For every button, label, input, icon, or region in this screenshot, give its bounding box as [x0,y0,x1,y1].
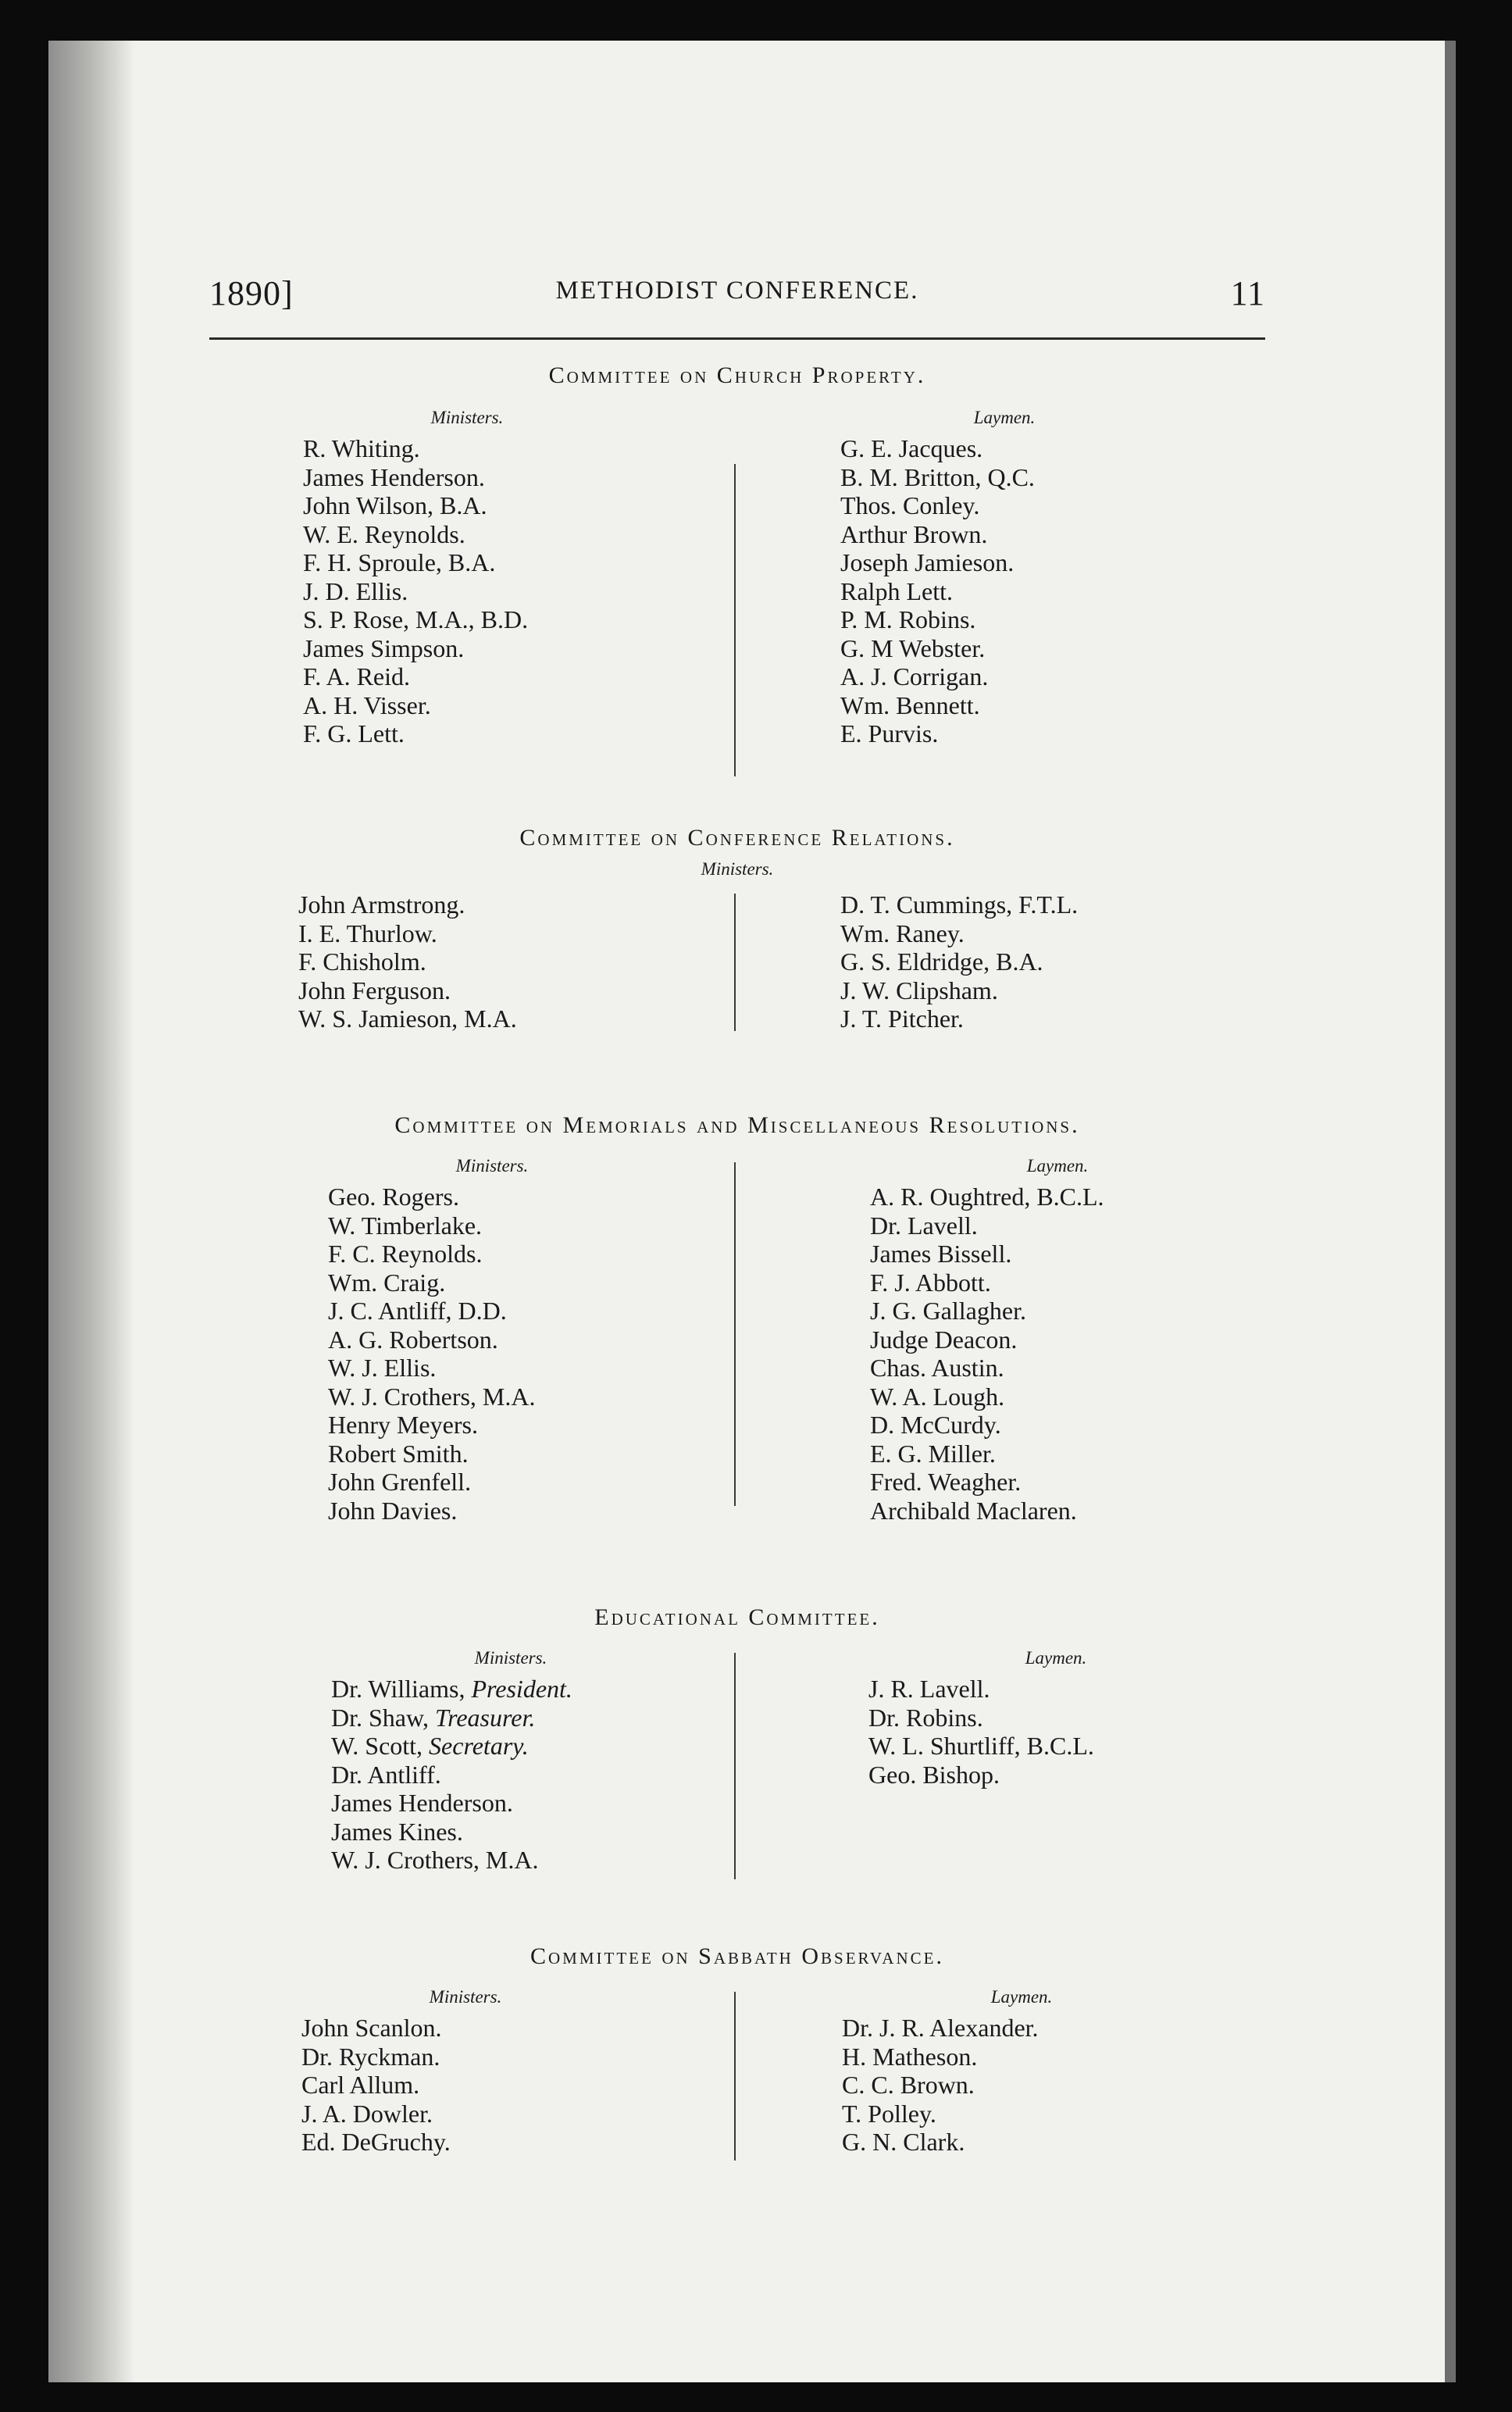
section-memorials [209,1112,1265,1525]
list-item: P. M. Robins. [840,605,976,633]
ministers-right-column [840,890,1200,1033]
page-right-edge [1445,41,1456,2382]
list-item: G. N. Clark. [842,2128,965,2156]
column-divider [734,894,736,1031]
ministers-column [331,1648,690,1875]
list-item: John Grenfell. [328,1468,472,1496]
laymen-list [840,434,1168,748]
list-item: James Simpson. [303,633,465,662]
member-role: Treasurer. [435,1703,536,1732]
list-item: W. J. Ellis. [328,1354,437,1382]
column-divider [734,464,736,776]
member-name: Dr. Williams, [331,1675,465,1703]
list-item: J. C. Antliff, D.D. [328,1297,507,1325]
list-item [331,1732,690,1761]
list-item: F. Chisholm. [298,947,426,976]
list-item: D. T. Cummings, F.T.L. [840,890,1079,919]
list-item: E. G. Miller. [870,1439,996,1468]
list-item: T. Polley. [842,2099,936,2128]
section-sabbath-observance [209,1943,1265,2156]
laymen-column [868,1648,1243,1789]
list-item: G. M Webster. [840,633,986,662]
section-title: Committee on Memorials and Miscellaneous Resolutions. [394,1112,1080,1138]
list-item: Carl Allum. [301,2071,420,2099]
list-item: G. S. Eldridge, B.A. [840,947,1043,976]
list-item [331,1789,690,1818]
list-item: Robert Smith. [328,1439,469,1468]
list-item [331,1846,690,1875]
list-item: Dr. J. R. Alexander. [842,2014,1039,2042]
list-item: A. H. Visser. [303,690,431,719]
member-name: James Henderson. [331,1789,513,1817]
ministers-column [303,408,631,748]
list-item [331,1818,690,1846]
list-item: Archibald Maclaren. [870,1496,1077,1525]
laymen-list [868,1675,1243,1789]
member-role: Secretary. [429,1732,529,1760]
laymen-list [870,1183,1245,1525]
list-item: J. R. Lavell. [868,1675,990,1703]
ministers-label: Ministers. [701,859,774,879]
list-item: W. E. Reynolds. [303,519,465,548]
member-name: W. J. Crothers, M.A. [331,1846,539,1874]
section-title: Committee on Sabbath Observance. [530,1943,944,1969]
list-item: Arthur Brown. [840,519,988,548]
list-item: Dr. Ryckman. [301,2042,440,2071]
list-item [331,1675,690,1704]
list-item: F. C. Reynolds. [328,1240,483,1268]
page-binding-shadow [48,41,134,2382]
list-item: F. H. Sproule, B.A. [303,548,496,576]
list-item: B. M. Britton, Q.C. [840,462,1035,491]
list-item: A. G. Robertson. [328,1325,498,1354]
list-item: John Armstrong. [298,890,465,919]
list-item: A. J. Corrigan. [840,662,989,690]
laymen-column [870,1156,1245,1525]
ministers-left-column [298,890,626,1033]
section-church-property [209,362,1265,748]
member-name: Dr. Shaw, [331,1703,430,1732]
laymen-label: Laymen. [990,1987,1053,2007]
list-item: J. W. Clipsham. [840,976,998,1004]
list-item: J. G. Gallagher. [870,1297,1026,1325]
list-item: Judge Deacon. [870,1325,1018,1354]
member-role: President. [471,1675,572,1703]
ministers-column [328,1156,656,1525]
page-number: 11 [1230,274,1265,312]
laymen-label: Laymen. [973,408,1036,427]
list-item: John Ferguson. [298,976,451,1004]
section-educational [209,1604,1265,1874]
list-item: James Bissell. [870,1240,1012,1268]
list-item: J. A. Dowler. [301,2099,433,2128]
list-item: J. T. Pitcher. [840,1004,964,1033]
running-head [209,273,1265,320]
column-divider [734,1653,736,1879]
list-item: Geo. Bishop. [868,1760,1000,1789]
list-item: Dr. Robins. [868,1703,983,1732]
column-divider [734,1162,736,1506]
list-item: S. P. Rose, M.A., B.D. [303,605,529,633]
header-year: 1890] [209,274,294,312]
laymen-column [842,1987,1201,2157]
ministers-list [303,434,631,748]
header-rule [209,337,1265,340]
list-item: John Davies. [328,1496,458,1525]
ministers-list [331,1675,690,1875]
list-item: Ed. DeGruchy. [301,2128,451,2156]
laymen-label: Laymen. [1026,1156,1089,1176]
section-title: Committee on Conference Relations. [519,825,955,851]
list-item: John Wilson, B.A. [303,491,487,519]
list-item: Thos. Conley. [840,491,980,519]
list-item: W. L. Shurtliff, B.C.L. [868,1732,1094,1760]
ministers-label: Ministers. [474,1648,547,1668]
list-item: H. Matheson. [842,2042,978,2071]
laymen-label: Laymen. [1025,1648,1087,1668]
list-item: J. D. Ellis. [303,576,408,605]
list-item: C. C. Brown. [842,2071,975,2099]
list-item [331,1704,690,1732]
list-item: Henry Meyers. [328,1411,478,1439]
list-item: Wm. Craig. [328,1268,446,1297]
list-item: Chas. Austin. [870,1354,1004,1382]
ministers-list [328,1183,656,1525]
member-name: W. Scott, [331,1732,423,1760]
list-item: I. E. Thurlow. [298,919,437,947]
list-item: James Henderson. [303,462,485,491]
header-title: METHODIST CONFERENCE. [555,277,919,305]
list-item: A. R. Oughtred, B.C.L. [870,1183,1104,1211]
list-item: E. Purvis. [840,719,939,748]
list-item: Ralph Lett. [840,576,953,605]
ministers-list [301,2014,629,2157]
list-item: D. McCurdy. [870,1411,1001,1439]
section-title: Committee on Church Property. [548,362,926,388]
ministers-list [298,890,626,1033]
list-item: Wm. Raney. [840,919,965,947]
member-name: Dr. Antliff. [331,1760,441,1789]
list-item: F. A. Reid. [303,662,411,690]
list-item: John Scanlon. [301,2014,442,2042]
list-item: W. A. Lough. [870,1382,1005,1411]
laymen-column [840,408,1168,748]
section-conference-relations [209,825,1265,1033]
list-item: Dr. Lavell. [870,1211,978,1240]
list-item: Joseph Jamieson. [840,548,1015,576]
list-item: R. Whiting. [303,434,420,462]
list-item: F. G. Lett. [303,719,405,748]
list-item: W. J. Crothers, M.A. [328,1382,536,1411]
ministers-label: Ministers. [455,1156,529,1176]
member-name: James Kines. [331,1817,463,1846]
ministers-label: Ministers. [430,408,504,427]
list-item: W. Timberlake. [328,1211,483,1240]
ministers-label: Ministers. [429,1987,502,2007]
list-item: Fred. Weagher. [870,1468,1022,1496]
list-item: Geo. Rogers. [328,1183,459,1211]
ministers-list [840,890,1200,1033]
column-divider [734,1992,736,2160]
section-title: Educational Committee. [594,1604,880,1630]
list-item: Wm. Bennett. [840,690,980,719]
list-item [331,1761,690,1789]
list-item: F. J. Abbott. [870,1268,991,1297]
laymen-list [842,2014,1201,2157]
list-item: G. E. Jacques. [840,434,983,462]
list-item: W. S. Jamieson, M.A. [298,1004,517,1033]
ministers-column [301,1987,629,2157]
